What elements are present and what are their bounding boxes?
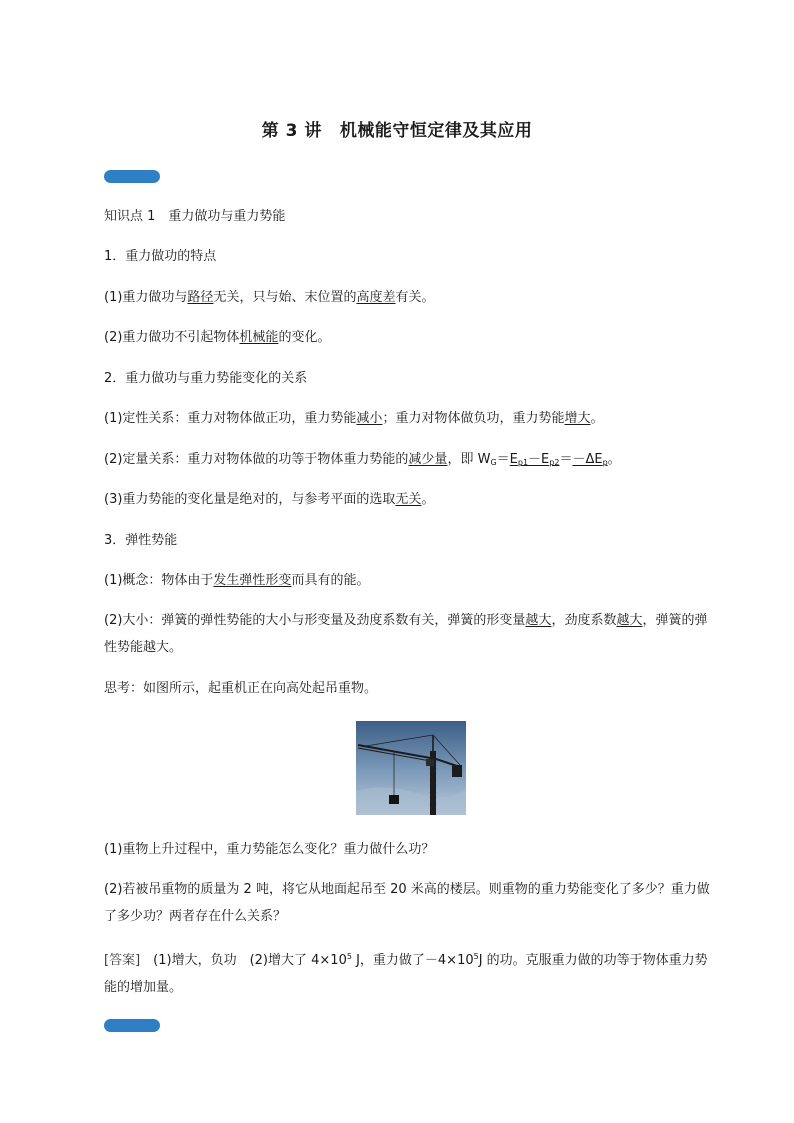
page-title — [0, 116, 794, 141]
item-2-2: (2)定量关系：重力对物体做的功等于物体重力势能的减少量，即 $W_G=E_{p1}-E_{p2}=-\Delta E_p$。 — [104, 452, 621, 467]
heading-2: 2．重力做功与重力势能变化的关系 — [104, 371, 308, 386]
crane-photo — [356, 721, 466, 815]
question-1: (1)重物上升过程中，重力势能怎么变化？重力做什么功？ — [104, 842, 435, 857]
answer-tag: [答案] — [104, 953, 141, 968]
heading-1: 1．重力做功的特点 — [104, 249, 217, 264]
section-marker-2 — [104, 1019, 160, 1032]
lecture-number: 第 3 讲 — [261, 121, 322, 141]
item-1-1: (1)重力做功与路径无关，只与始、末位置的高度差有关。 — [104, 290, 435, 305]
item-1-2: (2)重力做功不引起物体机械能的变化。 — [104, 330, 331, 345]
think-prompt: 思考：如图所示，起重机正在向高处起吊重物。 — [104, 681, 378, 696]
knowledge-point-1: 知识点 1 重力做功与重力势能 — [104, 209, 286, 224]
item-2-3: (3)重力势能的变化量是绝对的，与参考平面的选取无关。 — [104, 492, 435, 507]
item-2-1: (1)定性关系：重力对物体做正功，重力势能减小；重力对物体做负功，重力势能增大。 — [104, 411, 604, 426]
section-marker-1 — [104, 170, 160, 183]
heading-3: 3．弹性势能 — [104, 533, 178, 548]
item-3-1: (1)概念：物体由于发生弹性形变而具有的能。 — [104, 573, 370, 588]
answer: [答案] (1)增大，负功 (2)增大了 $4\times 10^5$ J，重力做了$-4\times 10^5J$ 的功。克服重力做的功等于物体重力势能的增加量。 — [104, 952, 708, 995]
item-3-2: (2)大小：弹簧的弹性势能的大小与形变量及劲度系数有关，弹簧的形变量越大，劲度系数越大，弹簧的弹性势能越大。 — [104, 613, 708, 655]
lecture-title: 机械能守恒定律及其应用 — [339, 121, 533, 141]
question-2: (2)若被吊重物的质量为 2 吨，将它从地面起吊至 20 米高的楼层。则重物的重力势能变化了多少？重力做了多少功？两者存在什么关系？ — [104, 882, 710, 924]
